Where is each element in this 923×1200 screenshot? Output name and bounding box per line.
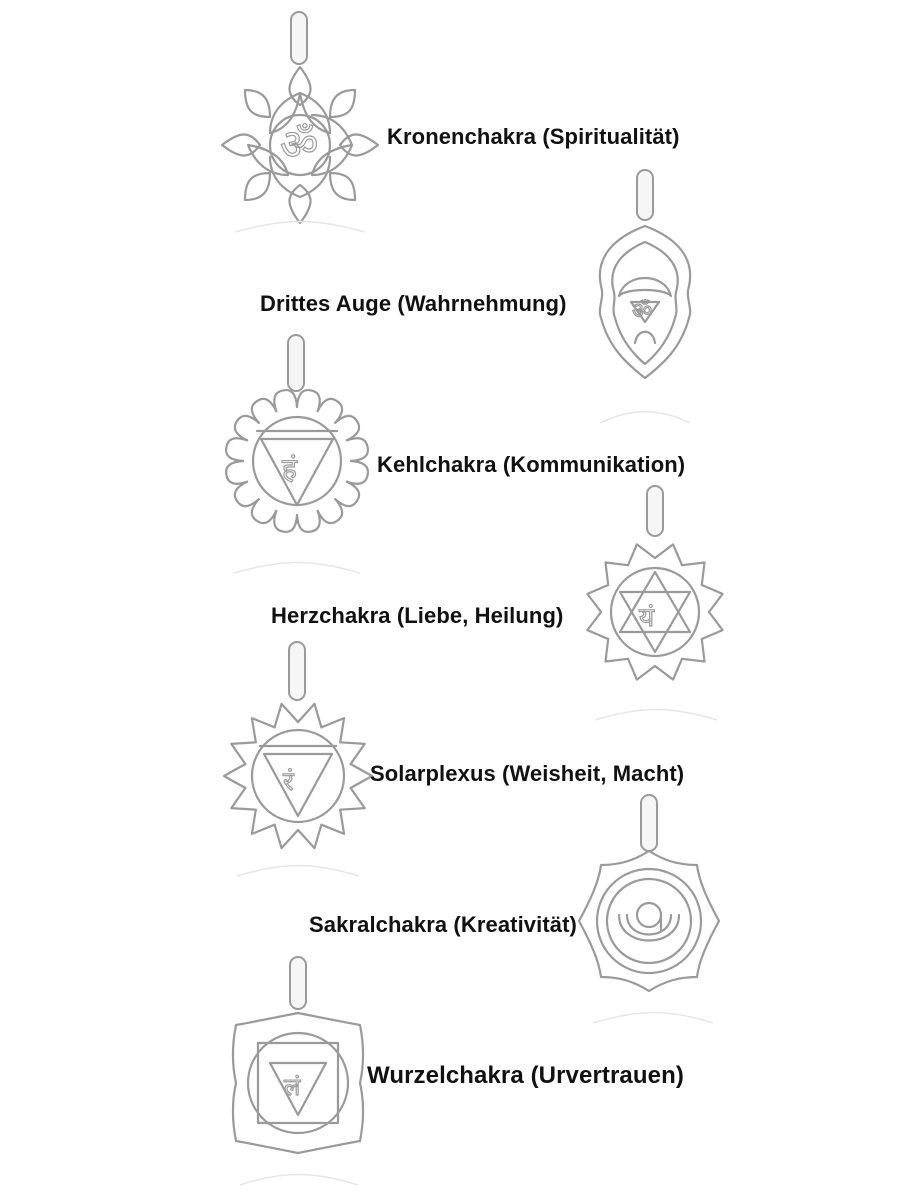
svg-text:हं: हं	[282, 452, 297, 485]
petal-shape	[298, 825, 321, 848]
throat-chakra-pendant-icon	[222, 333, 372, 578]
heart-chakra-pendant-icon	[583, 484, 733, 724]
crown-chakra-pendant-icon	[225, 10, 375, 235]
petal-shape	[274, 390, 297, 411]
solar-plexus-chakra-pendant-icon	[225, 640, 375, 880]
petal-shape	[224, 764, 245, 788]
petal-shape	[351, 764, 372, 788]
petal-shape	[340, 742, 365, 764]
root-chakra-pendant-icon	[230, 955, 370, 1190]
petal-shape	[702, 612, 723, 639]
svg-text:यं: यं	[639, 603, 655, 633]
chakra-label-crown: Kronenchakra (Spiritualität)	[387, 124, 680, 149]
petal-shape	[275, 704, 298, 727]
petal-shape	[235, 482, 259, 506]
petal-shape	[587, 612, 608, 639]
svg-text:ॐ: ॐ	[632, 299, 653, 324]
chakra-label-third-eye: Drittes Auge (Wahrnehmung)	[260, 291, 567, 316]
petal-shape	[297, 511, 320, 532]
petal-shape	[274, 511, 297, 532]
petal-shape	[226, 438, 247, 461]
petal-shape	[252, 399, 276, 423]
petal-shape	[298, 704, 321, 727]
petal-shape	[226, 461, 247, 484]
chakra-label-sacral: Sakralchakra (Kreativität)	[309, 912, 577, 937]
petal-shape	[231, 788, 256, 810]
petal-shape	[340, 788, 365, 810]
sacral-chakra-pendant-icon	[583, 793, 733, 1028]
petal-shape	[347, 438, 368, 461]
petal-shape	[628, 659, 655, 680]
petal-shape	[628, 544, 655, 565]
petal-shape	[587, 585, 608, 612]
svg-text:ॐ: ॐ	[280, 120, 319, 169]
petal-shape	[231, 742, 256, 764]
petal-shape	[655, 544, 682, 565]
svg-text:रं: रं	[283, 767, 294, 797]
petal-shape	[275, 825, 298, 848]
chakra-label-throat: Kehlchakra (Kommunikation)	[377, 452, 686, 477]
chakra-label-solar-plexus: Solarplexus (Weisheit, Macht)	[370, 761, 685, 786]
petal-shape	[335, 416, 359, 440]
svg-text:लं: लं	[284, 1073, 301, 1101]
petal-shape	[297, 390, 320, 411]
petal-shape	[318, 499, 342, 523]
chakra-label-root: Wurzelchakra (Urvertrauen)	[367, 1062, 684, 1089]
petal-shape	[347, 461, 368, 484]
third-eye-chakra-pendant-icon	[585, 168, 705, 428]
petal-shape	[655, 659, 682, 680]
petal-shape	[702, 585, 723, 612]
chakra-label-heart: Herzchakra (Liebe, Heilung)	[271, 603, 564, 628]
